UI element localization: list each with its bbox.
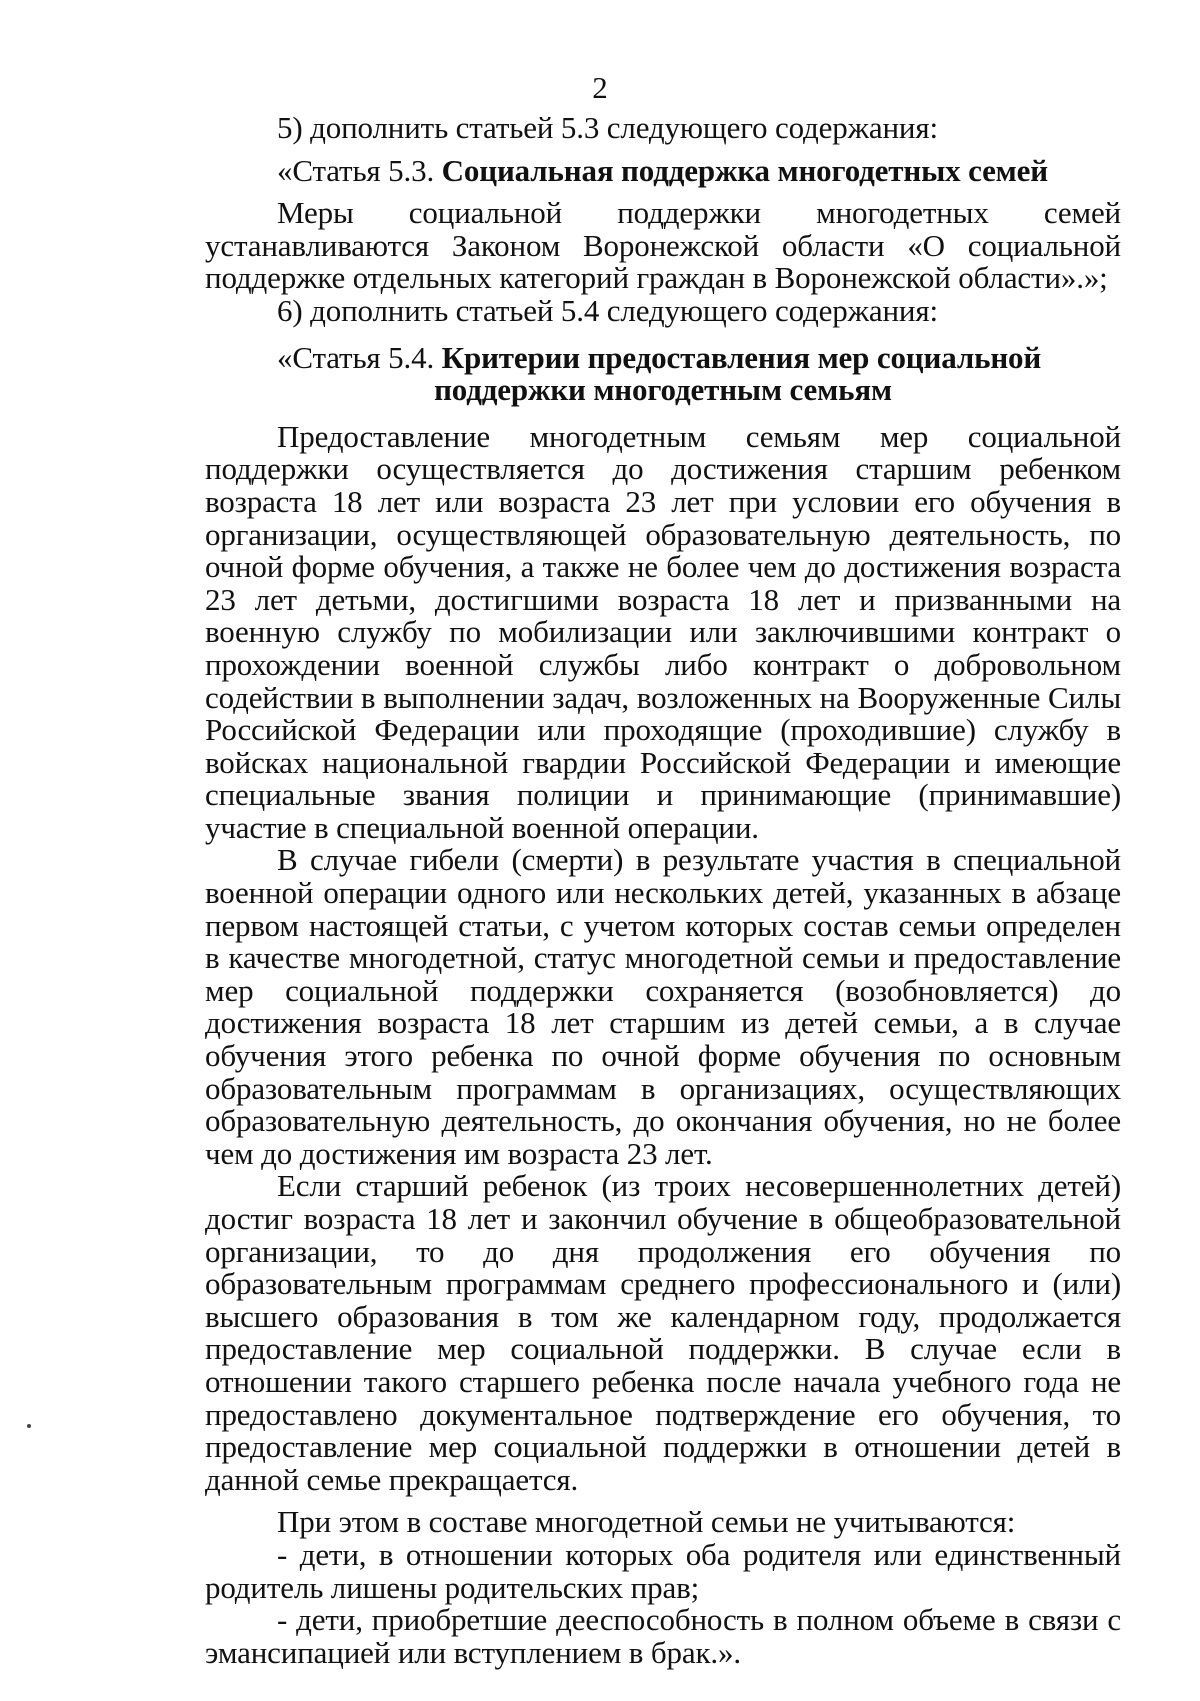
article-5-3-text: Меры социальной поддержки многодетных семей устанавливаются Законом Воронежской области «О социальной поддержке отдельных категорий граждан в Воронежской области».»;	[205, 195, 1121, 296]
article-5-4-prefix: «Статья 5.4.	[277, 339, 442, 375]
exclusion-item-2: - дети, приобретшие дееспособность в полном объеме в связи с эмансипацией или вступлением в брак.».	[205, 1602, 1121, 1670]
article-5-4-paragraph-3: Если старший ребенок (из троих несовершеннолетних детей) достиг возраста 18 лет и закончил обучение в общеобразовательной организации, то до дня продолжения его обучения по образовательным программам среднего профессионального и (или) высшего образования в том же календарном году, продолжается предоставление мер социальной поддержки. В случае если в отношении такого старшего ребенка после начала учебного года не предоставлено документальное подтверждение его обучения, то предоставление мер социальной поддержки в отношении детей в данной семье прекращается.	[205, 1168, 1121, 1497]
article-5-3-heading	[205, 152, 1121, 188]
article-5-4-paragraph-1: Предоставление многодетным семьям мер социальной поддержки осуществляется до достижения старшим ребенком возраста 18 лет или возраста 23 лет при условии его обучения в организации, осуществляющей образовательную деятельность, по очной форме обучения, а также не более чем до достижения возраста 23 лет детьми, достигшими возраста 18 лет и призванными на военную службу по мобилизации или заключившими контракт о прохождении военной службы либо контракт о добровольном содействии в выполнении задач, возложенных на Вооруженные Силы Российской Федерации или проходящие (проходившие) службу в войсках национальной гвардии Российской Федерации и имеющие специальные звания полиции и принимающие (принимавшие) участие в специальной военной операции.	[205, 418, 1121, 845]
page-number: 2	[592, 70, 608, 105]
article-5-4-paragraph-2: В случае гибели (смерти) в результате участия в специальной военной операции одного или нескольких детей, указанных в абзаце первом настоящей статьи, с учетом которых состав семьи определен в качестве многодетной, статус многодетной семьи и предоставление мер социальной поддержки сохраняется (возобновляется) до достижения возраста 18 лет старшим из детей семьи, а в случае обучения этого ребенка по очной форме обучения по основным образовательным программам в организациях, осуществляющих образовательную деятельность, до окончания обучения, но не более чем до достижения им возраста 23 лет.	[205, 842, 1121, 1171]
exclusions-intro: При этом в составе многодетной семьи не учитываются:	[277, 1504, 1016, 1540]
item-5-intro: 5) дополнить статьей 5.3 следующего содержания:	[277, 110, 938, 145]
article-5-3-title: Социальная поддержка многодетных семей	[441, 152, 1048, 188]
article-5-3-prefix: «Статья 5.3.	[277, 152, 442, 188]
exclusion-item-1: - дети, в отношении которых оба родителя или единственный родитель лишены родительских прав;	[205, 1536, 1121, 1605]
article-5-4-title-line1: Критерии предоставления мер социальной	[441, 339, 1042, 375]
scan-dot-mark	[27, 1424, 31, 1428]
document-body	[205, 112, 1121, 1669]
article-5-4-heading	[205, 339, 1121, 375]
item-6-intro: 6) дополнить статьей 5.4 следующего содержания:	[277, 292, 938, 328]
article-5-4-title-line2: поддержки многодетным семьям	[434, 372, 892, 408]
